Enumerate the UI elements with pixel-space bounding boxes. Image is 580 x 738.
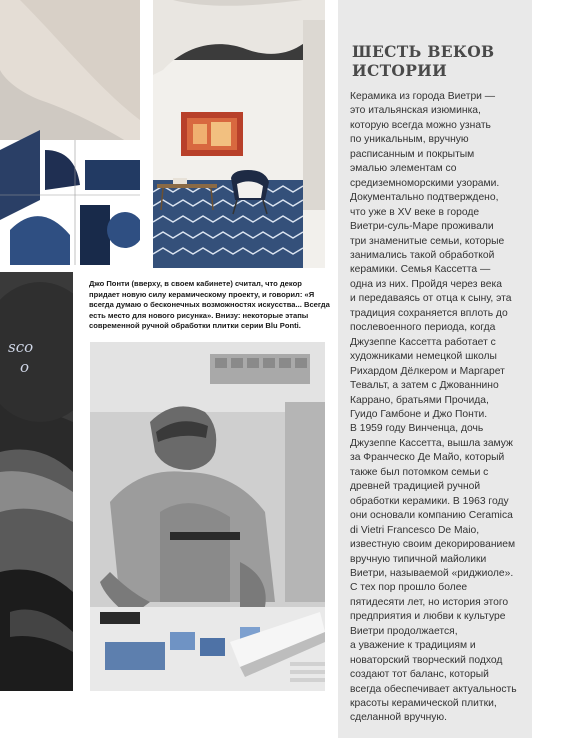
body-line: Керамика из города Виетри — [350,91,496,102]
body-line: вручную типичной майолики [350,553,487,565]
body-line: занимались такой обработкой [350,249,495,261]
body-line: по уникальным, вручную [350,134,469,146]
body-line: Каррано, братьями Прочида, [350,394,489,406]
body-line: красоты керамической плитки, [350,698,497,710]
article-body [350,90,528,726]
photo-ponti-office [153,0,325,268]
body-line: послевоенного периода, когда [350,322,496,334]
body-line: расписанным и покрытым [350,148,475,160]
body-line: известную своим декорированием [350,539,516,551]
article-title [352,42,522,80]
body-line: которую всегда можно узнать [350,119,491,131]
body-line: средиземноморскими узорами. [350,177,500,189]
body-line: одна из них. Пройдя через века [350,278,502,290]
caption-line: современной ручной обработки плитки серии Blu Ponti. [89,321,301,331]
caption-line: Джо Понти (вверху, в своем кабинете) считал, что декор [89,279,302,288]
body-line: С тех пор прошло более [350,582,468,594]
title-line: ИСТОРИИ [352,61,448,80]
body-line: новаторский творческий подход [350,654,503,666]
article-sidebar [338,0,532,738]
body-line: Рихардом Дёлкером и Маргарет [350,365,505,377]
body-line: создают тот баланс, который [350,669,489,681]
photo-ceramic-tiles [0,0,140,265]
body-line: предприятия и любви к культуре [350,611,506,623]
body-line: три знаменитые семьи, которые [350,235,505,247]
body-line: древней традицией ручной [350,481,481,493]
body-line: В 1959 году Винченца, дочь [350,423,484,435]
plate-text-1: sco [8,338,34,356]
body-line: Тевальт, а затем с Джованнино [350,380,499,392]
body-line: эмалью элементам со [350,163,457,175]
photo-caption [89,279,330,332]
body-line: di Vietri Francesco De Maio, [350,524,480,536]
body-line: художниками немецкой школы [350,351,497,363]
body-line: они основали компанию Ceramica [350,510,513,522]
title-line: ШЕСТЬ ВЕКОВ [352,42,495,61]
plate-text-2: o [20,358,30,376]
body-line: Виетри, называемой «риджиоле». [350,567,514,579]
body-line: традиция сохраняется вплоть до [350,307,508,319]
body-line: Джузеппе Кассетта, вышла замуж [350,437,513,449]
caption-line: придает новую силу керамическому проекту, и говорил: «Я [89,289,315,299]
body-line: это итальянская изюминка, [350,105,481,117]
caption-line: всегда думаю о бесконечных возможностях искусства... Всегда [89,300,330,310]
photo-gio-ponti [90,342,325,691]
body-line: керамики. Семья Кассетта — [350,264,491,276]
body-line: за Франческо Де Майо, который [350,452,505,464]
body-line: и передаваясь от отца к сыну, эта [350,293,512,305]
body-line: а уважение к традициям и [350,640,476,652]
body-line: что уже в XV веке в городе [350,206,480,218]
body-line: обработки керамики. В 1963 году [350,495,509,507]
body-line: Виетри-суль-Маре проживали [350,221,494,233]
body-line: всегда обеспечивает актуальность [350,683,517,695]
body-line: Документально подтверждено, [350,192,499,204]
body-line: Виетри продолжается, [350,625,458,637]
caption-line: есть место для нового рисунка». Внизу: некоторые этапы [89,310,309,320]
body-line: также был потомком семьи с [350,466,489,478]
body-line: Гуидо Гамбоне и Джо Понти. [350,408,488,420]
body-line: сделанной вручную. [350,712,448,724]
body-line: пятидесяти лет, но история этого [350,596,509,608]
photo-ceramic-plates [0,272,73,691]
body-line: Джузеппе Кассетта работает с [350,336,496,348]
